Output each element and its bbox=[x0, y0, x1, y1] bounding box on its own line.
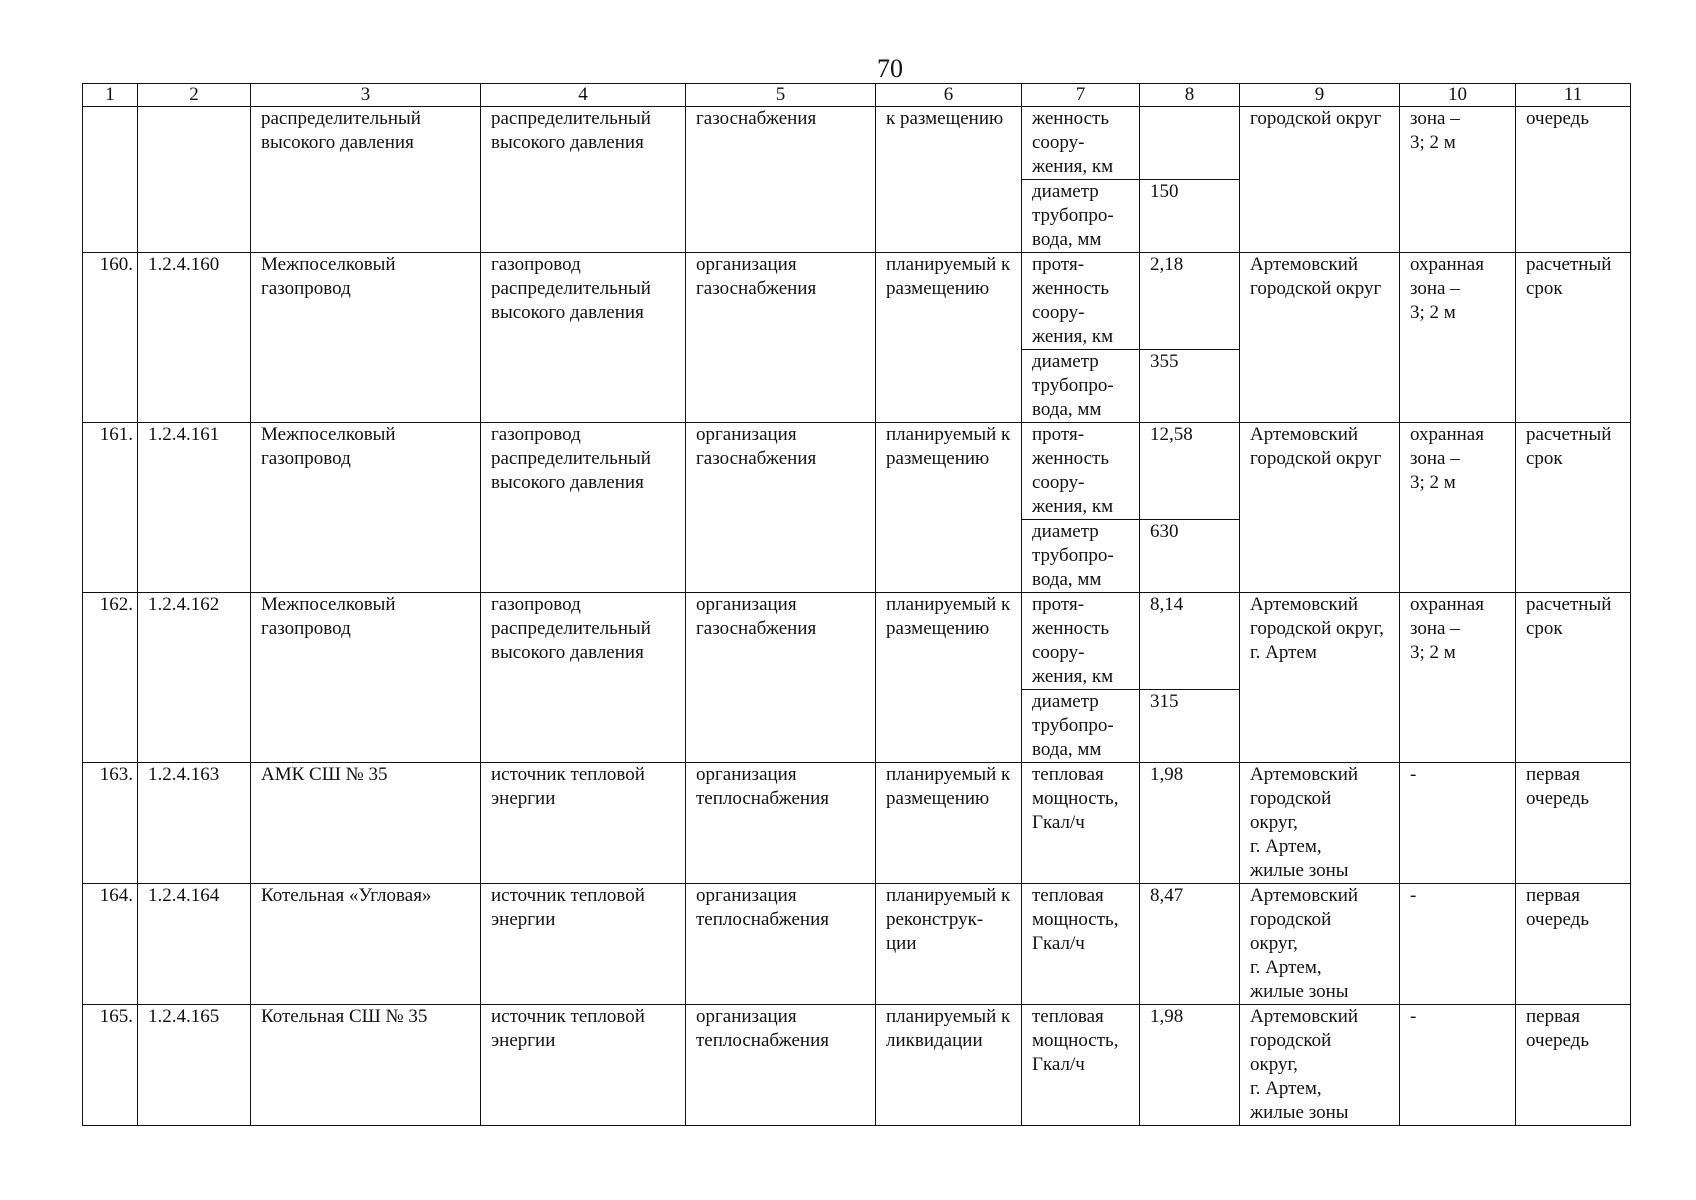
column-header: 3 bbox=[251, 84, 481, 107]
cell-term: расчетный срок bbox=[1516, 593, 1631, 763]
cell-value: 1,98 bbox=[1140, 763, 1240, 884]
cell-term: расчетный срок bbox=[1516, 423, 1631, 593]
column-header: 6 bbox=[876, 84, 1022, 107]
cell-name: распределительный высокого давления bbox=[251, 107, 481, 253]
cell-value bbox=[1140, 107, 1240, 180]
cell-value: 150 bbox=[1140, 180, 1240, 253]
cell-value: 12,58 bbox=[1140, 423, 1240, 520]
cell-purpose: организация теплоснабжения bbox=[686, 884, 876, 1005]
cell-metric: диаметр трубопро- вода, мм bbox=[1022, 180, 1140, 253]
cell-number bbox=[83, 107, 138, 253]
cell-zone: охранная зона – 3; 2 м bbox=[1400, 423, 1516, 593]
cell-purpose: газоснабжения bbox=[686, 107, 876, 253]
cell-type: распределительный высокого давления bbox=[481, 107, 686, 253]
table-row bbox=[83, 253, 1631, 350]
cell-type: газопровод распределительный высокого давления bbox=[481, 593, 686, 763]
cell-metric: тепловая мощность, Гкал/ч bbox=[1022, 1005, 1140, 1126]
page-number: 70 bbox=[877, 54, 903, 83]
cell-value: 630 bbox=[1140, 520, 1240, 593]
cell-value: 2,18 bbox=[1140, 253, 1240, 350]
cell-zone: охранная зона – 3; 2 м bbox=[1400, 593, 1516, 763]
cell-location: Артемовский городской округ, г. Артем bbox=[1240, 593, 1400, 763]
cell-purpose: организация газоснабжения bbox=[686, 593, 876, 763]
cell-term: первая очередь bbox=[1516, 884, 1631, 1005]
cell-zone: - bbox=[1400, 763, 1516, 884]
cell-number: 165. bbox=[83, 1005, 138, 1126]
cell-location: городской округ bbox=[1240, 107, 1400, 253]
cell-name: Котельная СШ № 35 bbox=[251, 1005, 481, 1126]
cell-zone: - bbox=[1400, 1005, 1516, 1126]
cell-term: очередь bbox=[1516, 107, 1631, 253]
cell-value: 355 bbox=[1140, 350, 1240, 423]
cell-type: газопровод распределительный высокого давления bbox=[481, 253, 686, 423]
cell-number: 160. bbox=[83, 253, 138, 423]
cell-purpose: организация теплоснабжения bbox=[686, 1005, 876, 1126]
cell-code bbox=[138, 107, 251, 253]
column-header: 10 bbox=[1400, 84, 1516, 107]
cell-zone: охранная зона – 3; 2 м bbox=[1400, 253, 1516, 423]
table-row bbox=[83, 884, 1631, 1005]
cell-status: планируемый к ликвидации bbox=[876, 1005, 1022, 1126]
cell-location: Артемовский городской округ bbox=[1240, 423, 1400, 593]
cell-status: к размещению bbox=[876, 107, 1022, 253]
cell-type: газопровод распределительный высокого давления bbox=[481, 423, 686, 593]
cell-number: 162. bbox=[83, 593, 138, 763]
cell-metric: тепловая мощность, Гкал/ч bbox=[1022, 763, 1140, 884]
column-header: 11 bbox=[1516, 84, 1631, 107]
cell-name: Межпоселковый газопровод bbox=[251, 423, 481, 593]
column-header: 4 bbox=[481, 84, 686, 107]
table-row bbox=[83, 763, 1631, 884]
cell-name: Межпоселковый газопровод bbox=[251, 253, 481, 423]
cell-code: 1.2.4.164 bbox=[138, 884, 251, 1005]
cell-code: 1.2.4.162 bbox=[138, 593, 251, 763]
cell-value: 8,14 bbox=[1140, 593, 1240, 690]
cell-status: планируемый к размещению bbox=[876, 593, 1022, 763]
cell-term: первая очередь bbox=[1516, 1005, 1631, 1126]
cell-purpose: организация теплоснабжения bbox=[686, 763, 876, 884]
cell-location: Артемовский городской округ, г. Артем, жилые зоны bbox=[1240, 884, 1400, 1005]
cell-name: АМК СШ № 35 bbox=[251, 763, 481, 884]
cell-zone: - bbox=[1400, 884, 1516, 1005]
cell-metric: протя- женность соору- жения, км bbox=[1022, 593, 1140, 690]
cell-status: планируемый к размещению bbox=[876, 763, 1022, 884]
cell-type: источник тепловой энергии bbox=[481, 763, 686, 884]
cell-number: 161. bbox=[83, 423, 138, 593]
cell-location: Артемовский городской округ bbox=[1240, 253, 1400, 423]
data-table bbox=[82, 83, 1631, 1126]
cell-location: Артемовский городской округ, г. Артем, жилые зоны bbox=[1240, 763, 1400, 884]
cell-location: Артемовский городской округ, г. Артем, жилые зоны bbox=[1240, 1005, 1400, 1126]
cell-status: планируемый к размещению bbox=[876, 253, 1022, 423]
column-header: 2 bbox=[138, 84, 251, 107]
table-row bbox=[83, 423, 1631, 520]
column-header: 7 bbox=[1022, 84, 1140, 107]
cell-value: 8,47 bbox=[1140, 884, 1240, 1005]
cell-number: 163. bbox=[83, 763, 138, 884]
table-row bbox=[83, 1005, 1631, 1126]
cell-value: 315 bbox=[1140, 690, 1240, 763]
column-header: 5 bbox=[686, 84, 876, 107]
table-row-continued bbox=[83, 107, 1631, 180]
cell-metric: диаметр трубопро- вода, мм bbox=[1022, 690, 1140, 763]
cell-code: 1.2.4.160 bbox=[138, 253, 251, 423]
cell-metric: диаметр трубопро- вода, мм bbox=[1022, 520, 1140, 593]
cell-name: Межпоселковый газопровод bbox=[251, 593, 481, 763]
cell-code: 1.2.4.163 bbox=[138, 763, 251, 884]
table-row bbox=[83, 593, 1631, 690]
cell-metric: протя- женность соору- жения, км bbox=[1022, 253, 1140, 350]
cell-status: планируемый к размещению bbox=[876, 423, 1022, 593]
cell-code: 1.2.4.165 bbox=[138, 1005, 251, 1126]
column-header: 8 bbox=[1140, 84, 1240, 107]
cell-zone: зона – 3; 2 м bbox=[1400, 107, 1516, 253]
cell-name: Котельная «Угловая» bbox=[251, 884, 481, 1005]
cell-type: источник тепловой энергии bbox=[481, 884, 686, 1005]
column-header: 1 bbox=[83, 84, 138, 107]
cell-metric: протя- женность соору- жения, км bbox=[1022, 423, 1140, 520]
cell-metric: диаметр трубопро- вода, мм bbox=[1022, 350, 1140, 423]
cell-term: расчетный срок bbox=[1516, 253, 1631, 423]
cell-status: планируемый к реконструк- ции bbox=[876, 884, 1022, 1005]
cell-code: 1.2.4.161 bbox=[138, 423, 251, 593]
cell-purpose: организация газоснабжения bbox=[686, 253, 876, 423]
table-header-row bbox=[83, 84, 1631, 107]
cell-type: источник тепловой энергии bbox=[481, 1005, 686, 1126]
cell-value: 1,98 bbox=[1140, 1005, 1240, 1126]
cell-metric: женность соору- жения, км bbox=[1022, 107, 1140, 180]
cell-purpose: организация газоснабжения bbox=[686, 423, 876, 593]
cell-term: первая очередь bbox=[1516, 763, 1631, 884]
column-header: 9 bbox=[1240, 84, 1400, 107]
cell-number: 164. bbox=[83, 884, 138, 1005]
cell-metric: тепловая мощность, Гкал/ч bbox=[1022, 884, 1140, 1005]
